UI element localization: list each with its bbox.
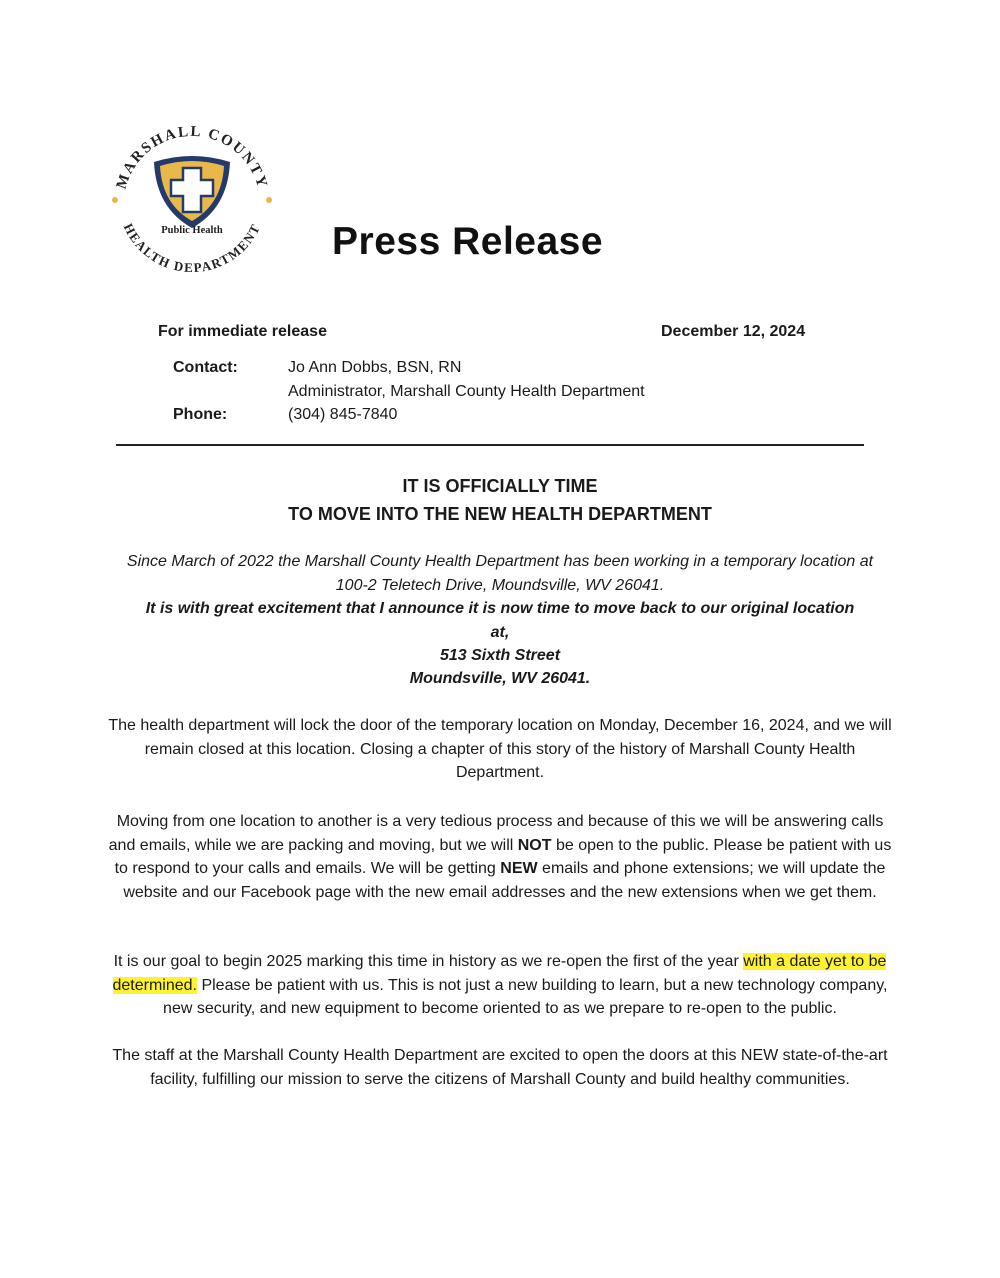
shield-cross-icon xyxy=(154,156,230,228)
highlighted-date-text: with a date yet to be determined. xyxy=(112,953,887,994)
phone-label: Phone: xyxy=(173,406,228,423)
contact-title: Administrator, Marshall County Health Department xyxy=(288,383,645,400)
intro-announcement: It is with great excitement that I announce it is now time to move back to our original location at, xyxy=(145,600,855,641)
contact-name: Jo Ann Dobbs, BSN, RN xyxy=(288,359,462,376)
release-date: December 12, 2024 xyxy=(661,323,806,340)
emphasis-not: NOT xyxy=(517,836,552,854)
health-department-logo xyxy=(104,120,280,272)
paragraph-moving xyxy=(104,810,896,904)
address-line-2: Moundsville, WV 26041. xyxy=(409,670,591,687)
release-label: For immediate release xyxy=(158,323,327,340)
phone-number: (304) 845-7840 xyxy=(288,406,398,423)
logo-center-label: Public Health xyxy=(161,225,223,236)
divider xyxy=(116,444,864,446)
headline-line-1: IT IS OFFICIALLY TIME xyxy=(402,476,598,496)
paragraph-moving-part-3: emails and phone extensions; we will update the website and our Facebook page with the new email addresses and the new extensions when we get them. xyxy=(123,860,886,901)
address-line-1: 513 Sixth Street xyxy=(439,647,561,664)
page-title: Press Release xyxy=(332,220,604,263)
paragraph-goal xyxy=(96,950,904,1021)
paragraph-goal-part-2: Please be patient with us. This is not just a new building to learn, but a new technology company, new security, and new equipment to become oriented to as we prepare to re-open to the public. xyxy=(163,976,888,1017)
paragraph-moving-part-2: be open to the public. Please be patient with us to respond to your calls and emails. We will be getting xyxy=(114,836,892,877)
headline-line-2: TO MOVE INTO THE NEW HEALTH DEPARTMENT xyxy=(288,504,712,524)
logo-ring-text-bottom: HEALTH DEPARTMENT xyxy=(120,220,264,272)
logo-dot-left xyxy=(112,197,118,203)
contact-label: Contact: xyxy=(173,359,238,376)
emphasis-new: NEW xyxy=(500,860,538,877)
paragraph-staff: The staff at the Marshall County Health Department are excited to open the doors at this NEW state-of-the-art facility, fulfilling our mission to serve the citizens of Marshall County and build healthy communities. xyxy=(112,1047,888,1088)
paragraph-closing: The health department will lock the door of the temporary location on Monday, December 16, 2024, and we will remain closed at this location. Closing a chapter of this story of the history of Marshall County Health Department. xyxy=(108,717,892,781)
paragraph-goal-part-1: It is our goal to begin 2025 marking this time in history as we re-open the first of the year xyxy=(113,953,744,970)
paragraph-moving-part-1: Moving from one location to another is a very tedious process and because of this we will be answering calls and emails, while we are packing and moving, but we will xyxy=(108,813,884,854)
logo-ring-text-top: MARSHALL COUNTY xyxy=(113,123,271,192)
logo-dot-right xyxy=(266,197,272,203)
intro-italic: Since March of 2022 the Marshall County Health Department has been working in a temporary location at 100-2 Teletech Drive, Moundsville, WV 26041. xyxy=(126,553,874,594)
